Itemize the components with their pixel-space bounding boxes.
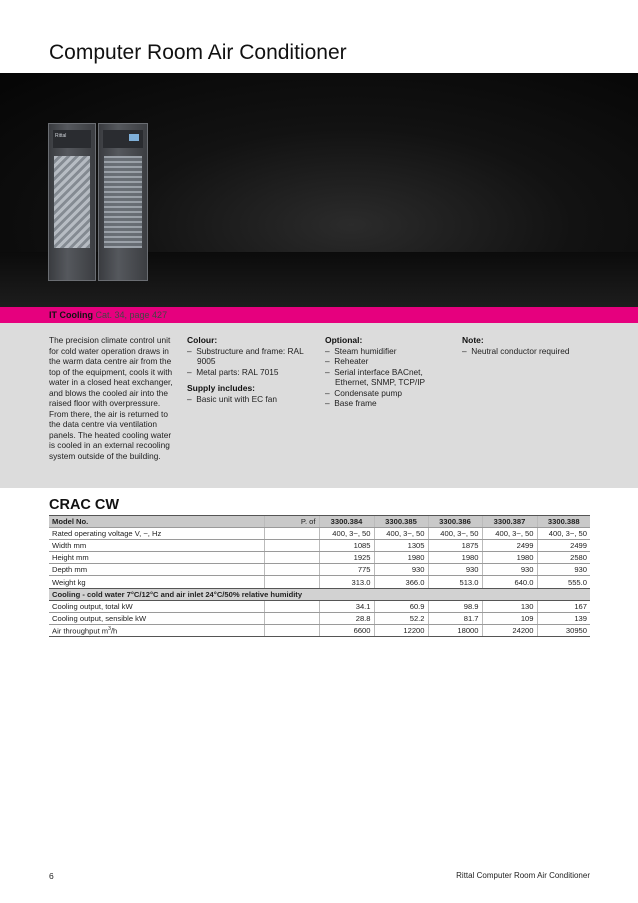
group-heading: Cooling - cold water 7°C/12°C and air inlet 24°C/50% relative humidity — [49, 588, 590, 600]
pof-cell — [264, 552, 319, 564]
value-cell: 98.9 — [428, 600, 482, 612]
note-column — [462, 335, 592, 356]
value-cell: 1875 — [428, 540, 482, 552]
value-cell: 513.0 — [428, 576, 482, 588]
value-cell: 30950 — [537, 624, 590, 636]
cooling-rows — [49, 600, 590, 636]
brand-logo: Rittal — [55, 133, 67, 139]
value-cell: 1085 — [319, 540, 374, 552]
table-row — [49, 540, 590, 552]
value-cell: 34.1 — [319, 600, 374, 612]
value-cell: 167 — [537, 600, 590, 612]
row-label: Width mm — [49, 540, 264, 552]
pof-cell — [264, 600, 319, 612]
list-item: – Metal parts: RAL 7015 — [187, 367, 312, 378]
colour-column — [187, 335, 312, 404]
list-item: – Neutral conductor required — [462, 346, 592, 357]
intro-text: The precision climate control unit for cold water operation draws in the warm data centre air from the top of the equipment, cools it with water in a closed heat exchanger, and blows the cooled air into the raised floor with overpressure. From there, the air is returned to the data centre via ventilation panels. The heated cooling water is cooled in an external recooling system outside of the building. — [49, 335, 173, 461]
supply-heading: Supply includes: — [187, 383, 256, 393]
note-heading: Note: — [462, 335, 484, 345]
page-title: Computer Room Air Conditioner — [49, 41, 347, 64]
table-header-row — [49, 516, 590, 528]
model-number: 3300.384 — [319, 516, 374, 528]
category-name: IT Cooling — [49, 310, 93, 320]
group-heading-row — [49, 588, 590, 600]
colour-list — [187, 346, 312, 378]
list-item: – Steam humidifier — [325, 346, 450, 357]
row-label: Cooling output, sensible kW — [49, 612, 264, 624]
list-item: – Basic unit with EC fan — [187, 394, 312, 405]
fan-panel — [104, 156, 142, 248]
optional-heading: Optional: — [325, 335, 363, 345]
value-cell: 775 — [319, 564, 374, 576]
value-cell: 28.8 — [319, 612, 374, 624]
spec-table — [49, 515, 590, 637]
row-label: Air throughput $m^3/h$ — [49, 624, 264, 636]
value-cell: 6600 — [319, 624, 374, 636]
supply-list — [187, 394, 312, 405]
list-item: – Substructure and frame: RAL 9005 — [187, 346, 312, 367]
row-label: Rated operating voltage V, ~, Hz — [49, 528, 264, 540]
value-cell: 313.0 — [319, 576, 374, 588]
pof-cell — [264, 528, 319, 540]
list-item: – Base frame — [325, 398, 450, 409]
category-banner-text — [49, 310, 167, 320]
note-list — [462, 346, 592, 357]
value-cell: 18000 — [428, 624, 482, 636]
model-number: 3300.388 — [537, 516, 590, 528]
spec-rows — [49, 528, 590, 588]
value-cell: 1305 — [374, 540, 428, 552]
value-cell: 400, 3~, 50 — [319, 528, 374, 540]
table-row — [49, 528, 590, 540]
value-cell: 109 — [482, 612, 537, 624]
footer-title: Rittal Computer Room Air Conditioner — [456, 871, 590, 880]
value-cell: 400, 3~, 50 — [374, 528, 428, 540]
table-row — [49, 552, 590, 564]
value-cell: 12200 — [374, 624, 428, 636]
value-cell: 2499 — [482, 540, 537, 552]
product-photo — [0, 73, 638, 307]
section-title: CRAC CW — [49, 497, 120, 513]
value-cell: 1980 — [374, 552, 428, 564]
control-display-icon — [129, 134, 139, 141]
pof-header: P. of — [264, 516, 319, 528]
value-cell: 930 — [428, 564, 482, 576]
value-cell: 930 — [482, 564, 537, 576]
value-cell: 2580 — [537, 552, 590, 564]
optional-column — [325, 335, 450, 409]
page-number: 6 — [49, 871, 54, 881]
value-cell: 24200 — [482, 624, 537, 636]
table-row — [49, 564, 590, 576]
value-cell: 930 — [537, 564, 590, 576]
row-label: Weight kg — [49, 576, 264, 588]
pof-cell — [264, 576, 319, 588]
value-cell: 400, 3~, 50 — [482, 528, 537, 540]
catalog-reference[interactable]: Cat. 34, page 427 — [95, 310, 168, 320]
colour-heading: Colour: — [187, 335, 218, 345]
value-cell: 930 — [374, 564, 428, 576]
value-cell: 555.0 — [537, 576, 590, 588]
value-cell: 2499 — [537, 540, 590, 552]
table-row — [49, 576, 590, 588]
model-no-header: Model No. — [49, 516, 264, 528]
value-cell: 1925 — [319, 552, 374, 564]
pof-cell — [264, 540, 319, 552]
table-row — [49, 624, 590, 636]
value-cell: 400, 3~, 50 — [428, 528, 482, 540]
value-cell: 81.7 — [428, 612, 482, 624]
value-cell: 400, 3~, 50 — [537, 528, 590, 540]
list-item: – Serial interface BACnet, Ethernet, SNMP, TCP/IP — [325, 367, 450, 388]
cabinet-left-door — [48, 123, 96, 281]
value-cell: 60.9 — [374, 600, 428, 612]
heat-exchanger-panel — [54, 156, 90, 248]
value-cell: 130 — [482, 600, 537, 612]
model-number: 3300.386 — [428, 516, 482, 528]
row-label: Height mm — [49, 552, 264, 564]
row-label: Cooling output, total kW — [49, 600, 264, 612]
model-number: 3300.385 — [374, 516, 428, 528]
value-cell: 640.0 — [482, 576, 537, 588]
cabinet-right-door — [98, 123, 148, 281]
list-item: – Condensate pump — [325, 388, 450, 399]
row-label: Depth mm — [49, 564, 264, 576]
table-row — [49, 600, 590, 612]
value-cell: 139 — [537, 612, 590, 624]
pof-cell — [264, 612, 319, 624]
value-cell: 1980 — [428, 552, 482, 564]
optional-list — [325, 346, 450, 409]
list-item: – Reheater — [325, 356, 450, 367]
table-row — [49, 612, 590, 624]
model-number: 3300.387 — [482, 516, 537, 528]
value-cell: 52.2 — [374, 612, 428, 624]
value-cell: 1980 — [482, 552, 537, 564]
pof-cell — [264, 624, 319, 636]
pof-cell — [264, 564, 319, 576]
value-cell: 366.0 — [374, 576, 428, 588]
